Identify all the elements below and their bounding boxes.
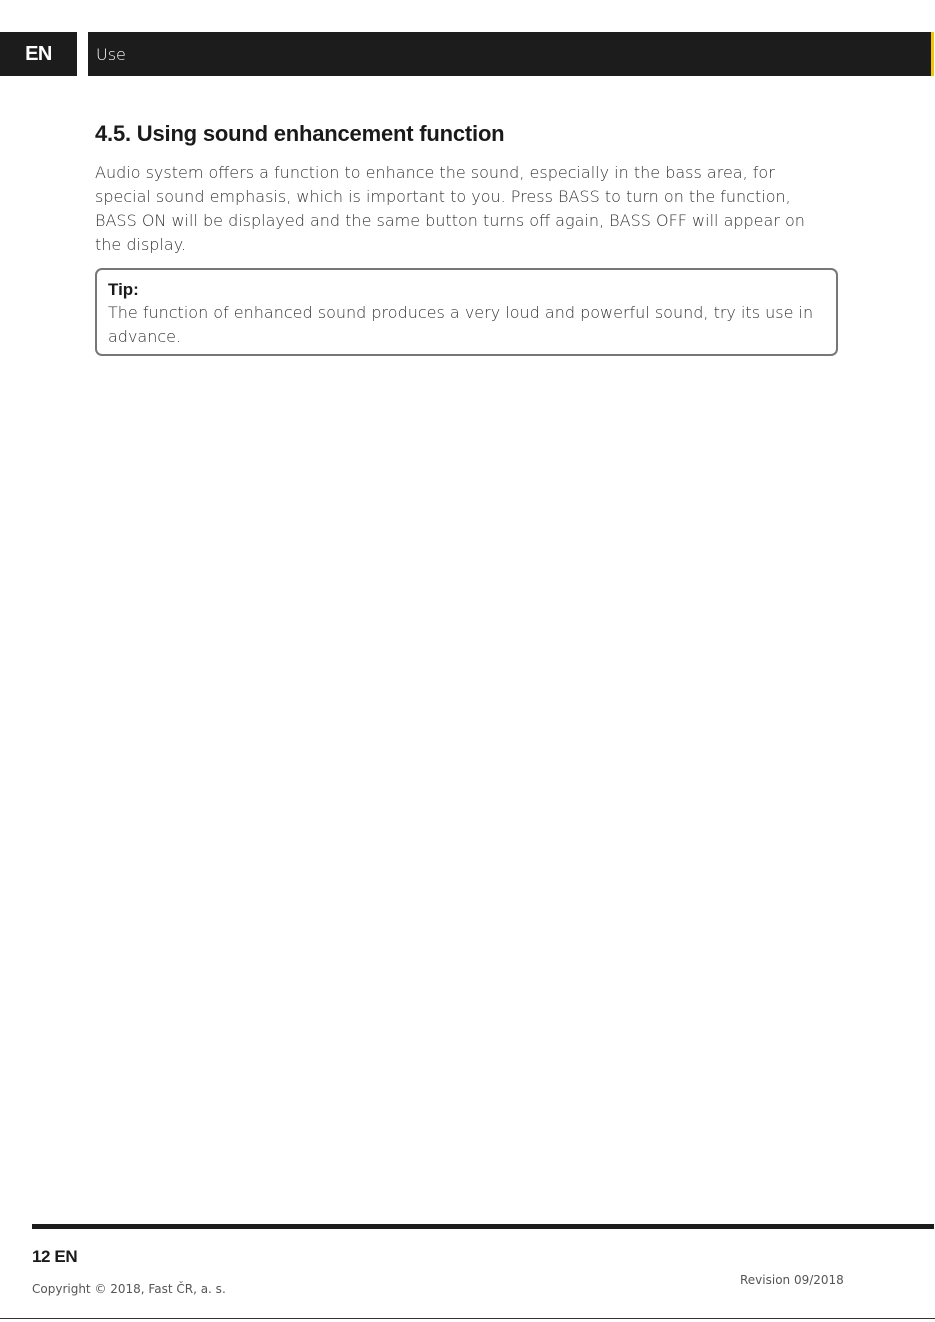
tip-text: The function of enhanced sound produces a very loud and powerful sound, try its use in advance. — [108, 303, 814, 346]
tip-box — [95, 268, 838, 356]
revision-label: Revision 09/2018 — [740, 1273, 844, 1287]
header-accent-stripe — [931, 32, 934, 76]
bottom-divider — [0, 1318, 935, 1319]
body-paragraph: Audio system offers a function to enhance the sound, especially in the bass area, for special sound emphasis, which is important to you. Press BASS to turn on the function, BASS ON will be displayed and the same button turns off again, BASS OFF will appear on the display. — [95, 163, 805, 254]
language-badge: EN — [0, 32, 77, 76]
section-header-label: Use — [96, 44, 126, 64]
section-title: 4.5. Using sound enhancement function — [95, 121, 505, 146]
copyright-notice: Copyright © 2018, Fast ČR, a. s. — [32, 1282, 226, 1296]
page-number: 12 EN — [32, 1247, 78, 1266]
tip-title: Tip: — [108, 280, 139, 299]
footer-divider — [32, 1224, 934, 1229]
section-header — [88, 32, 931, 76]
